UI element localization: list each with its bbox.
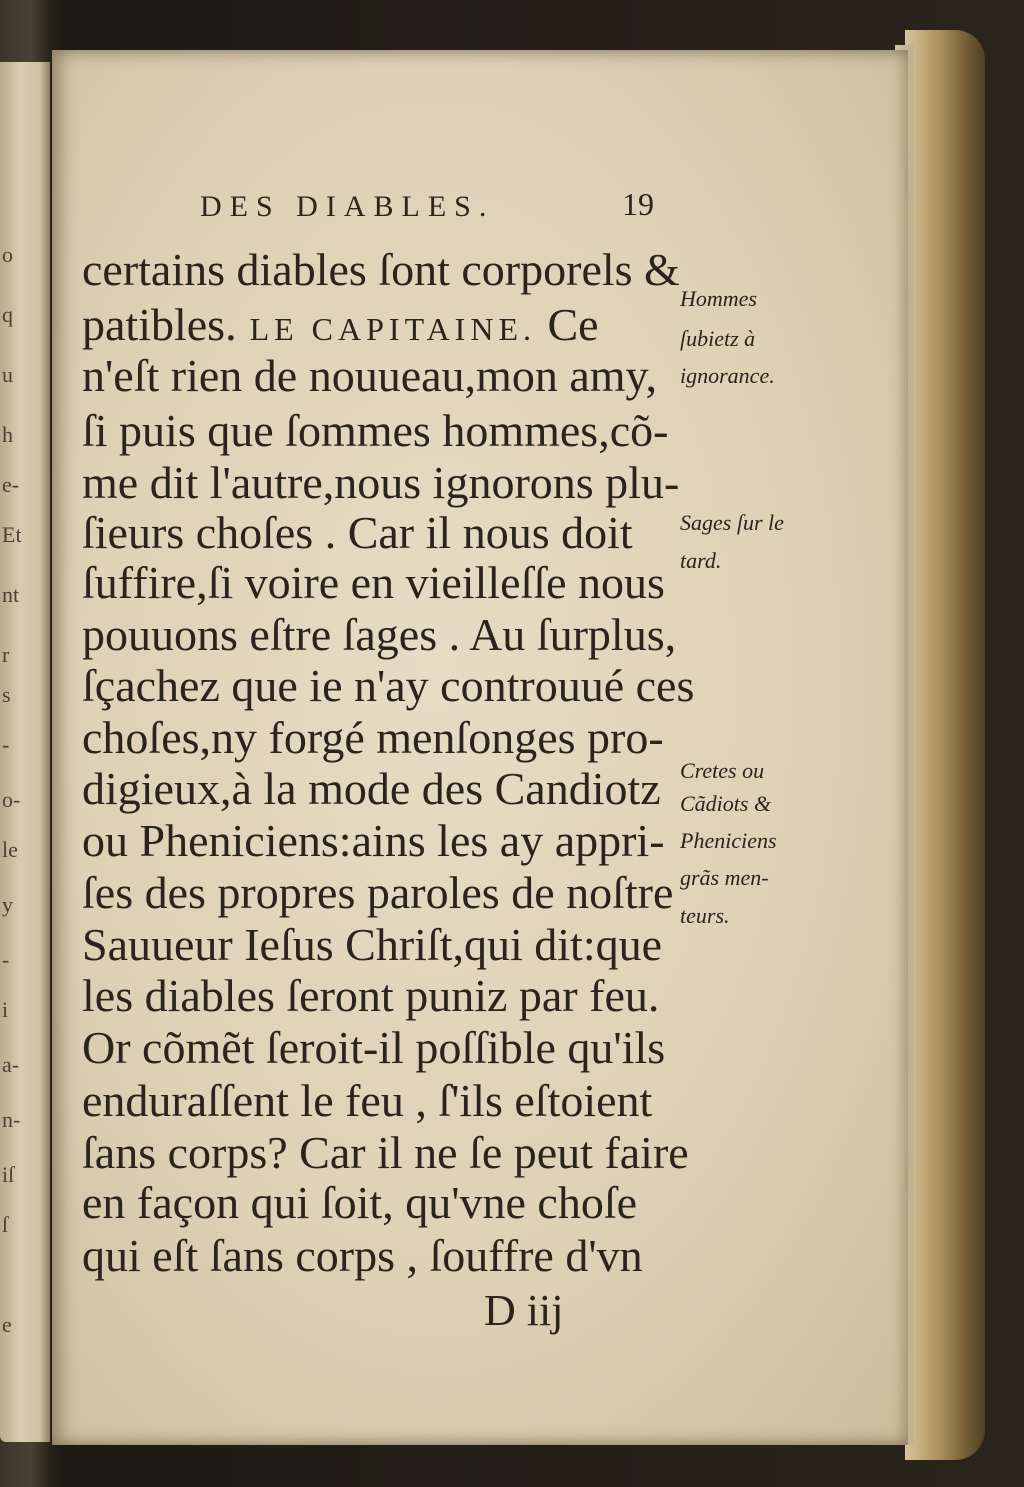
margin-note: ſubietz à	[680, 326, 756, 351]
margin-note: ignorance.	[680, 363, 775, 388]
text-line	[82, 507, 633, 558]
text-line-segment: choſes,ny forgé menſonges pro-	[82, 712, 664, 763]
text-line-segment: ou Pheniciens:ains les ay appri-	[82, 815, 665, 866]
previous-page-text: s	[2, 682, 11, 707]
previous-page-text: Et	[2, 522, 22, 547]
signature-mark: D iij	[484, 1286, 564, 1335]
text-line	[82, 712, 664, 763]
margin-note: Hommes	[680, 286, 757, 311]
text-line-segment: me dit l'autre,nous ignorons plu-	[82, 457, 680, 508]
text-line-segment: ſans corps? Car il ne ſe peut faire	[82, 1127, 689, 1178]
text-line	[82, 1075, 653, 1126]
text-line	[82, 557, 665, 608]
text-line-segment: Or cõmẽt ſeroit-il poſſible qu'ils	[82, 1022, 666, 1073]
text-line	[82, 1022, 666, 1073]
previous-page-text: e-	[2, 472, 20, 497]
margin-note: tard.	[680, 548, 722, 573]
text-line	[82, 970, 660, 1021]
margin-note: Sages ſur le	[680, 510, 784, 535]
text-line-segment: qui eſt ſans corps , ſouffre d'vn	[82, 1230, 643, 1281]
margin-note: grãs men-	[680, 865, 769, 890]
page-number: 19	[622, 186, 654, 222]
text-line-segment: ſes des propres paroles de noſtre	[82, 867, 674, 918]
text-line-segment: ſuffire,ſi voire en vieilleſſe nous	[82, 557, 665, 608]
text-line	[82, 763, 661, 814]
text-line	[82, 350, 658, 401]
previous-page-text: i	[2, 997, 9, 1022]
text-line-segment: les diables ſeront puniz par feu.	[82, 970, 660, 1021]
page-fore-edge	[905, 30, 985, 1460]
text-line	[82, 815, 665, 866]
previous-page-text: ſ	[2, 1212, 9, 1237]
previous-page-text: nt	[2, 582, 20, 607]
margin-note: Cãdiots &	[680, 791, 772, 816]
text-line-segment: ſieurs choſes . Car il nous doit	[82, 507, 633, 558]
text-line	[82, 867, 674, 918]
previous-page-text: iſ	[2, 1162, 15, 1187]
text-line	[82, 660, 695, 711]
previous-page-text: o-	[2, 787, 21, 812]
previous-page-text: q	[2, 302, 13, 327]
text-line-segment: enduraſſent le feu , ſ'ils eſtoient	[82, 1075, 653, 1126]
text-line-segment: Ce	[535, 299, 599, 350]
previous-page-text: o	[2, 242, 13, 267]
text-line-segment: ſçachez que ie n'ay controuué ces	[82, 660, 695, 711]
text-line	[82, 457, 680, 508]
text-line	[82, 1177, 638, 1228]
previous-page-sliver	[0, 62, 50, 1442]
previous-page-text: y	[2, 892, 13, 917]
text-line-segment: en façon qui ſoit, qu'vne choſe	[82, 1177, 638, 1228]
previous-page-text: n-	[2, 1107, 21, 1132]
text-line	[82, 1230, 643, 1281]
previous-page-text: le	[2, 837, 18, 862]
previous-page-text: -	[2, 732, 10, 757]
text-line-segment: certains diables ſont corporels &	[82, 244, 680, 295]
previous-page-text: h	[2, 422, 13, 447]
text-line	[82, 919, 663, 970]
text-line-segment: Sauueur Ieſus Chriſt,qui dit:que	[82, 919, 663, 970]
text-line-segment: pouuons eſtre ſages . Au ſurplus,	[82, 609, 677, 660]
margin-note: teurs.	[680, 903, 730, 928]
previous-page-text: e	[2, 1312, 12, 1337]
text-line	[82, 244, 680, 295]
margin-note: Pheniciens	[680, 828, 777, 853]
text-line	[82, 299, 599, 350]
margin-note: Cretes ou	[680, 758, 765, 783]
text-line	[82, 609, 677, 660]
text-line-segment: patibles.	[82, 299, 237, 350]
previous-page-text: -	[2, 947, 10, 972]
running-head: DES DIABLES.	[200, 190, 495, 223]
previous-page-text: r	[2, 642, 10, 667]
text-line-segment: n'eſt rien de nouueau,mon amy,	[82, 350, 658, 401]
previous-page-text: u	[2, 362, 13, 387]
previous-page-text: a-	[2, 1052, 20, 1077]
text-line-segment: digieux,à la mode des Candiotz	[82, 763, 661, 814]
speaker-name: LE CAPITAINE.	[236, 311, 536, 347]
text-line	[82, 405, 669, 456]
text-line-segment: ſi puis que ſommes hommes,cõ-	[82, 405, 669, 456]
text-line	[82, 1127, 689, 1178]
